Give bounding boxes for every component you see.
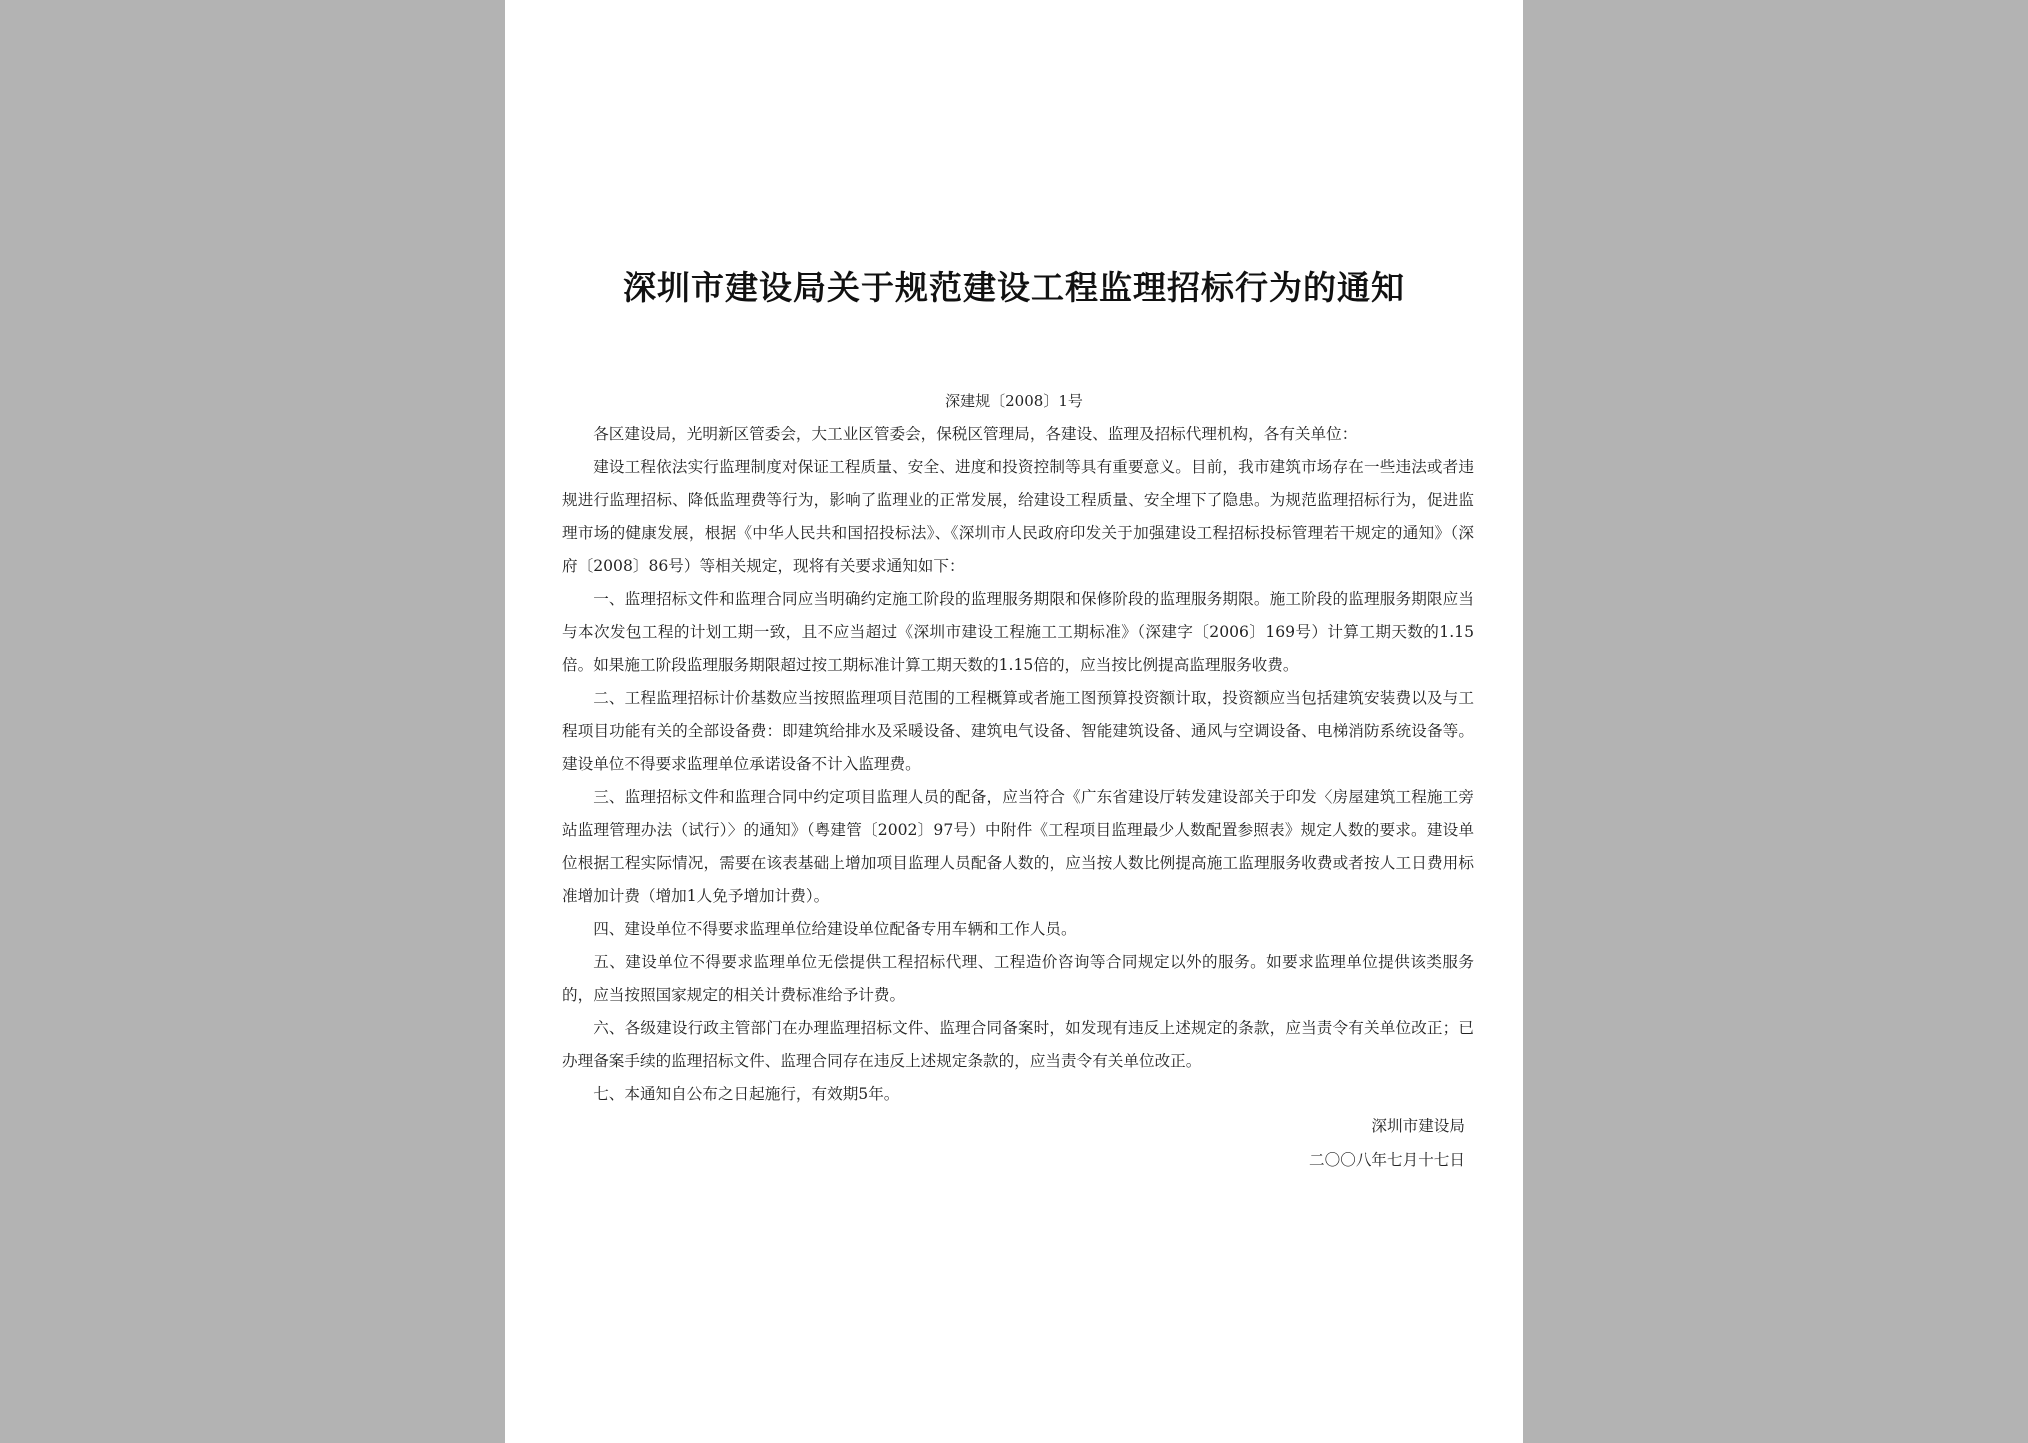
paragraph-item-2: 二、工程监理招标计价基数应当按照监理项目范围的工程概算或者施工图预算投资额计取，投资额应当包括建筑安装费以及与工程项目功能有关的全部设备费：即建筑给排水及采暖设备、建筑电气设备、智能建筑设备、通风与空调设备、电梯消防系统设备等。建设单位不得要求监理单位承诺设备不计入监理费。 — [562, 689, 1474, 773]
paragraph-item-5: 五、建设单位不得要求监理单位无偿提供工程招标代理、工程造价咨询等合同规定以外的服务。如要求监理单位提供该类服务的，应当按照国家规定的相关计费标准给予计费。 — [562, 953, 1474, 1004]
salutation: 各区建设局，光明新区管委会，大工业区管委会，保税区管理局，各建设、监理及招标代理机构，各有关单位： — [593, 425, 1358, 443]
issuer-signature: 深圳市建设局 — [1371, 1117, 1465, 1135]
document-number: 深建规〔2008〕1号 — [945, 392, 1083, 410]
issue-date: 二〇〇八年七月十七日 — [1309, 1151, 1465, 1169]
paragraph-intro: 建设工程依法实行监理制度对保证工程质量、安全、进度和投资控制等具有重要意义。目前，我市建筑市场存在一些违法或者违规进行监理招标、降低监理费等行为，影响了监理业的正常发展，给建设工程质量、安全埋下了隐患。为规范监理招标行为，促进监理市场的健康发展，根据《中华人民共和国招投标法》、《深圳市人民政府印发关于加强建设工程招标投标管理若干规定的通知》（深府〔2008〕86号）等相关规定，现将有关要求通知如下： — [562, 458, 1474, 575]
paragraph-item-1: 一、监理招标文件和监理合同应当明确约定施工阶段的监理服务期限和保修阶段的监理服务期限。施工阶段的监理服务期限应当与本次发包工程的计划工期一致，且不应当超过《深圳市建设工程施工工期标准》（深建字〔2006〕169号）计算工期天数的1.15倍。如果施工阶段监理服务期限超过按工期标准计算工期天数的1.15倍的，应当按比例提高监理服务收费。 — [562, 590, 1474, 674]
document-body — [562, 418, 1474, 1111]
document-page — [505, 0, 1523, 1443]
paragraph-item-7: 七、本通知自公布之日起施行，有效期5年。 — [593, 1085, 900, 1103]
paragraph-item-4: 四、建设单位不得要求监理单位给建设单位配备专用车辆和工作人员。 — [593, 920, 1077, 938]
paragraph-item-3: 三、监理招标文件和监理合同中约定项目监理人员的配备，应当符合《广东省建设厅转发建设部关于印发〈房屋建筑工程施工旁站监理管理办法（试行）〉的通知》（粤建管〔2002〕97号）中附件《工程项目监理最少人数配置参照表》规定人数的要求。建设单位根据工程实际情况，需要在该表基础上增加项目监理人员配备人数的，应当按人数比例提高施工监理服务收费或者按人工日费用标准增加计费（增加1人免予增加计费）。 — [562, 788, 1474, 905]
document-title: 深圳市建设局关于规范建设工程监理招标行为的通知 — [623, 268, 1405, 307]
paragraph-item-6: 六、各级建设行政主管部门在办理监理招标文件、监理合同备案时，如发现有违反上述规定的条款，应当责令有关单位改正；已办理备案手续的监理招标文件、监理合同存在违反上述规定条款的，应当责令有关单位改正。 — [562, 1019, 1474, 1070]
